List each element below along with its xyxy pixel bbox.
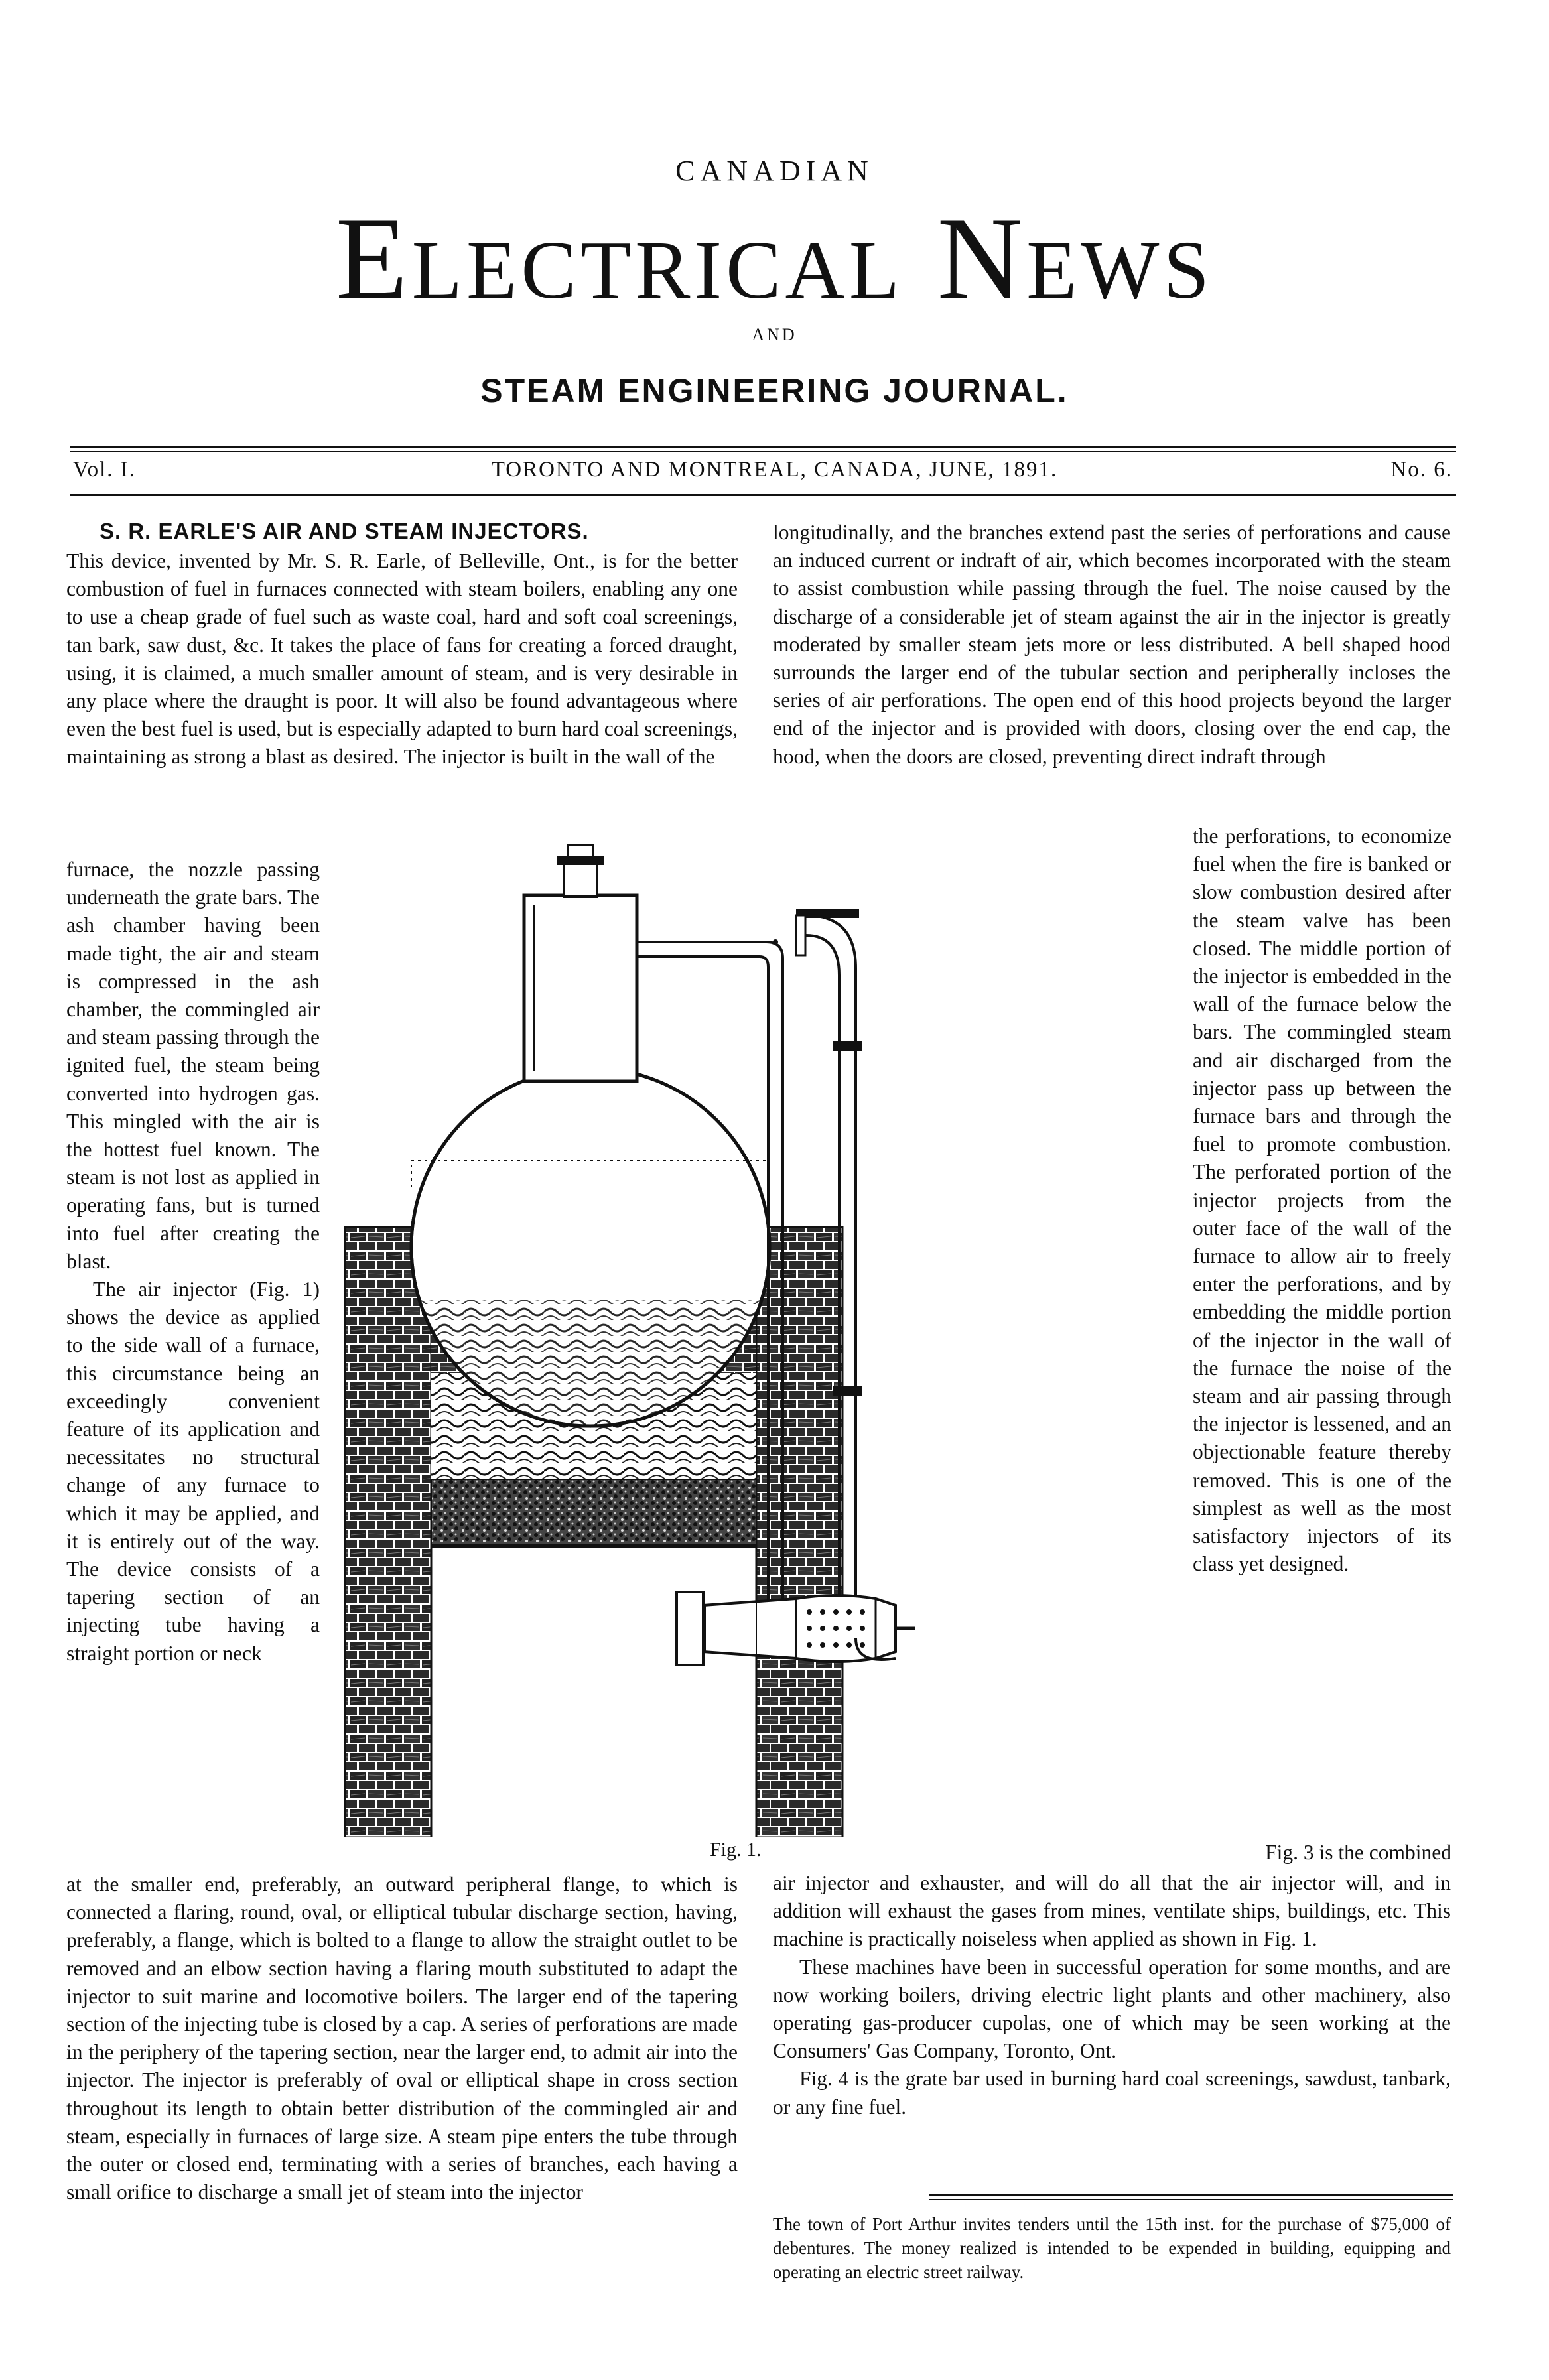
notice-rule-bottom — [929, 2199, 1453, 2200]
article-paragraph: This device, invented by Mr. S. R. Earle, of Belleville, Ont., is for the better combustion of fuel in furnaces connected with steam boilers, enabling any one to use a cheap grade of fuel such as waste coal, hard and soft coal screenings, tan bark, saw dust, &c. It takes the place of fans for creating a forced draught, using, it is claimed, a much smaller amount of steam, and is very desirable in any place where the draught is poor. It will also be found advantageous where even the best fuel is used, but is especially adapted to burn hard coal screenings, maintaining as strong a blast as desired. The injector is built in the wall of the — [66, 549, 738, 769]
article-headline: S. R. EARLE'S AIR AND STEAM INJECTORS. — [100, 519, 589, 543]
masthead-title: Electrical News — [335, 192, 1214, 324]
masthead-rule-top — [70, 446, 1456, 448]
issue-number: No. 6. — [1390, 458, 1453, 482]
volume-label: Vol. I. — [73, 458, 136, 482]
article-left-narrow — [66, 856, 320, 1668]
place-date: TORONTO AND MONTREAL, CANADA, JUNE, 1891. — [491, 458, 1058, 482]
article-right-bottom — [773, 1869, 1451, 2121]
article-left-top — [66, 547, 738, 771]
article-left-bottom — [66, 1871, 738, 2206]
figure-1-illustration — [332, 842, 1187, 1837]
article-paragraph: longitudinally, and the branches extend past the series of perforations and cause an induced current or indraft of air, which becomes incorporated with the steam to assist combustion while passing through the fuel. The noise caused by the discharge of a considerable jet of steam against the air in the injector is greatly moderated by smaller steam jets more or less distributed. A bell shaped hood surrounds the larger end of the tubular section and peripherally incloses the series of air perforations. The open end of this hood projects beyond the larger end of the injector and is provided with doors, closing over the end cap, the hood, when the doors are closed, preventing direct indraft through — [773, 521, 1451, 768]
masthead-and: AND — [752, 325, 797, 344]
figure-caption: Fig. 1. — [710, 1839, 762, 1861]
article-paragraph: These machines have been in successful operation for some months, and are now working boilers, driving electric light plants and other machinery, also operating gas-producer cupolas, one of which may be seen working at the Consumers' Gas Company, Toronto, Ont. — [773, 1955, 1451, 2063]
masthead-rule-top-inner — [70, 451, 1456, 452]
article-right-narrow — [1193, 823, 1451, 1578]
notice-paragraph: The town of Port Arthur invites tenders until the 15th inst. for the purchase of $75,000 of debentures. The money realized is intended to be expended in building, equipping and operating an electric street railway. — [773, 2214, 1451, 2282]
article-paragraph: air injector and exhauster, and will do all that the air injector will, and in addition will exhaust the gases from mines, ventilate ships, buildings, etc. This machine is practically noiseless when applied as shown in Fig. 1. — [773, 1871, 1451, 1951]
article-paragraph: the perforations, to economize fuel when the fire is banked or slow combustion desired after the steam valve has been closed. The middle portion of the injector is embedded in the wall of the furnace below the bars. The commingled steam and air discharged from the injector pass up between the furnace bars and through the fuel to promote combustion. The perforated portion of the injector projects from the outer face of the wall of the furnace to allow air to freely enter the perforations, and by embedding the middle portion of the injector in the wall of the furnace the noise of the steam and air passing through the injector is lessened, and an objectionable feature thereby removed. This is one of the simplest as well as the most satisfactory injectors of its class yet designed. — [1193, 825, 1451, 1576]
article-right-top — [773, 519, 1451, 771]
article-paragraph: furnace, the nozzle passing underneath the grate bars. The ash chamber having been made tight, the air and steam is compressed in the ash chamber, the commingled air and steam passing through the ignited fuel, the steam being converted into hydrogen gas. This mingled with the air is the hottest fuel known. The steam is not lost as applied in operating fans, but is turned into fuel after creating the blast. — [66, 858, 320, 1273]
masthead-kicker: CANADIAN — [675, 155, 874, 187]
article-paragraph: The air injector (Fig. 1) shows the device as applied to the side wall of a furnace, this circumstance being an exceedingly convenient feature of its application and necessitates no structural change of any furnace to which it may be applied, and it is entirely out of the way. The device consists of a tapering section of an injecting tube having a straight portion or neck — [66, 1278, 320, 1665]
article-paragraph: at the smaller end, preferably, an outward peripheral flange, to which is connected a flaring, round, oval, or elliptical tubular discharge section, having, preferably, a flange, which is bolted to a flange to allow the straight outlet to be removed and an elbow section having a flaring mouth substituted to adapt the injector to suit marine and locomotive boilers. The larger end of the tapering section of the injecting tube is closed by a cap. A series of perforations are made in the periphery of the tapering section, near the larger end, to admit air into the injector. The injector is preferably of oval or elliptical shape in cross section throughout its length to obtain better distribution of the commingled air and steam, especially in furnaces of large size. A steam pipe enters the tube through the outer or closed end, terminating with a series of branches, each having a small orifice to discharge a small jet of steam into the injector — [66, 1873, 738, 2204]
article-paragraph: Fig. 4 is the grate bar used in burning hard coal screenings, sawdust, tanbark, or any fine fuel. — [773, 2067, 1451, 2119]
article-paragraph: Fig. 3 is the combined — [1265, 1841, 1451, 1864]
notice-rule-top — [929, 2194, 1453, 2196]
article-fig3-start — [1193, 1839, 1451, 1867]
masthead-subtitle: STEAM ENGINEERING JOURNAL. — [480, 372, 1069, 409]
masthead-rule-bottom — [70, 494, 1456, 496]
